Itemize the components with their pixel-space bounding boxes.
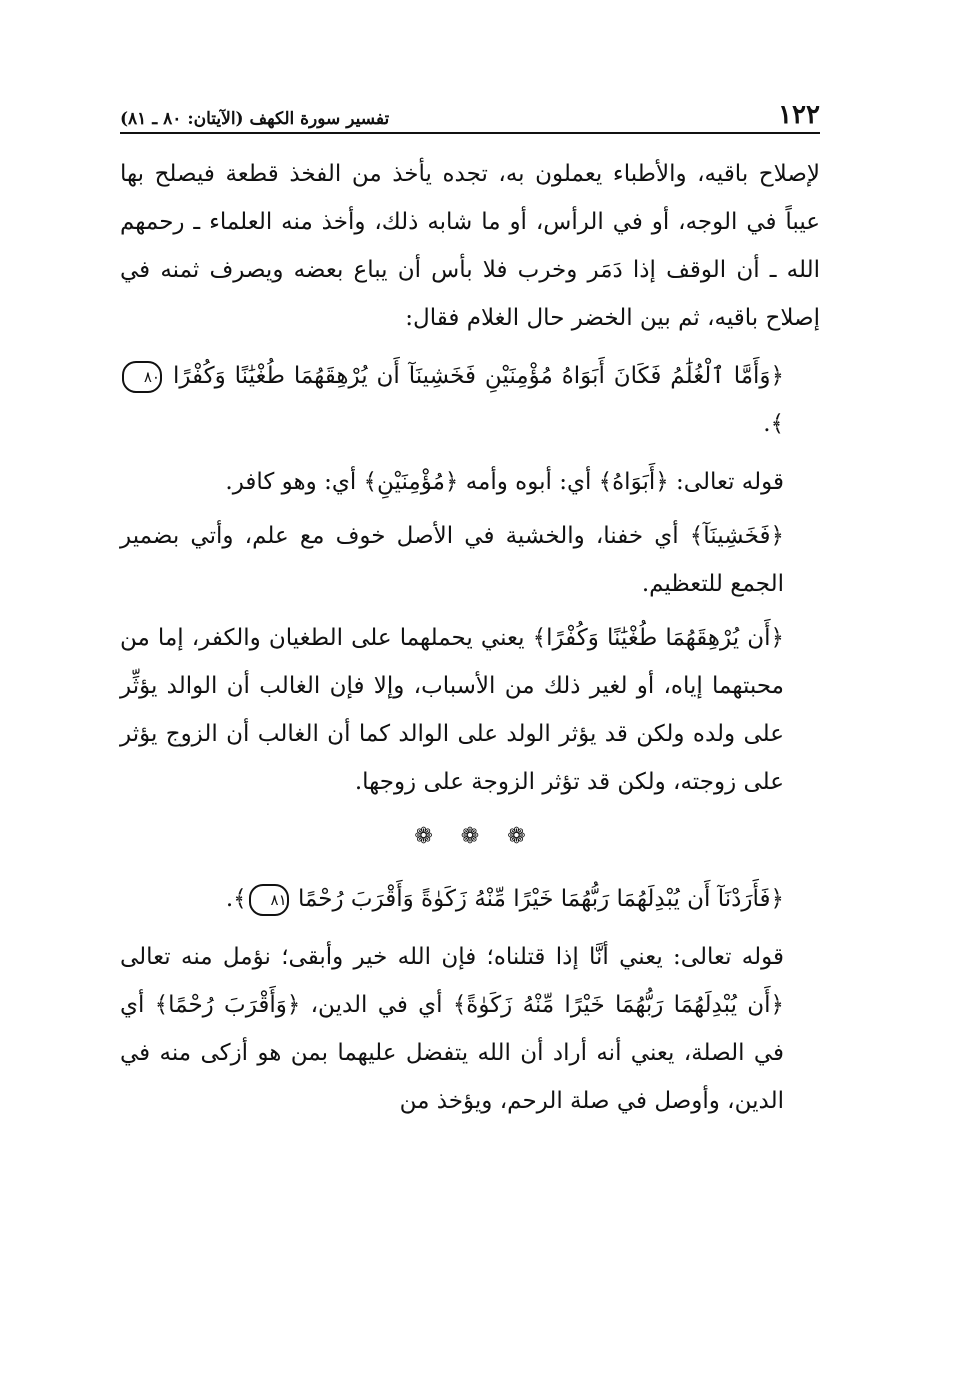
page-body <box>120 150 820 1125</box>
commentary-paragraph: ﴿أَن يُرْهِقَهُمَا طُغْيَٰنًا وَكُفْرًا﴾ يعني يحملهما على الطغيان والكفر، إما من محبتهما إياه، أو لغير ذلك من الأسباب، وإلا فإن الغالب أن الوالد يؤثِّر على ولده ولكن قد يؤثر الولد على الوالد كما أن الغالب أن الزوج يؤثر على زوجته، ولكن قد تؤثر الزوجة على زوجها. <box>120 625 784 795</box>
ayah-number-marker: ٨٠ <box>122 361 162 393</box>
flower-ornament-icon: ❁ <box>460 824 480 849</box>
section-separator <box>120 824 820 849</box>
verse-closing: ﴾. <box>225 886 247 912</box>
verse-closing: ﴾. <box>763 411 784 437</box>
ayah-number-marker: ٨١ <box>249 884 289 916</box>
flower-ornament-icon: ❁ <box>414 824 433 849</box>
quran-verse-81 <box>120 875 820 923</box>
page-number: ١٢٢ <box>778 100 820 130</box>
book-page <box>120 92 820 1332</box>
verse-text: ﴿فَأَرَدْنَآ أَن يُبْدِلَهُمَا رَبُّهُمَا خَيْرًا مِّنْهُ زَكَوٰةً وَأَقْرَبَ رُحْمًا <box>297 886 784 912</box>
quran-verse-80 <box>120 352 820 448</box>
flower-ornament-icon: ❁ <box>507 824 526 849</box>
commentary-paragraph: ﴿فَخَشِينَآ﴾ أي خفنا، والخشية في الأصل خوف مع علم، وأتي بضمير الجمع للتعظيم. <box>120 523 784 597</box>
commentary-paragraph: قوله تعالى: يعني أنَّا إذا قتلناه؛ فإن الله خير وأبقى؛ نؤمل منه تعالى ﴿أَن يُبْدِلَهُمَا رَبُّهُمَا خَيْرًا مِّنْهُ زَكَوٰةً﴾ أي في الدين، ﴿وَأَقْرَبَ رُحْمًا﴾ أي في الصلة، يعني أنه أراد أن الله يتفضل عليهما بمن هو أزكى منه في الدين، وأوصل في صلة الرحم، ويؤخذ من <box>120 944 784 1114</box>
page-header <box>120 92 820 134</box>
verse-text: ﴿وَأَمَّا ٱلْغُلَٰمُ فَكَانَ أَبَوَاهُ مُؤْمِنَيْنِ فَخَشِينَآ أَن يُرْهِقَهُمَا طُغْيَٰنًا وَكُفْرًا <box>172 363 785 389</box>
body-paragraph: لإصلاح باقيه، والأطباء يعملون به، تجده يأخذ من الفخذ قطعة فيصلح بها عيباً في الوجه، أو في الرأس، أو ما شابه ذلك، وأخذ منه العلماء ـ رحمهم الله ـ أن الوقف إذا دَمَر وخرب فلا بأس أن يباع بعضه ويصرف ثمنه في إصلاح باقيه، ثم بين الخضر حال الغلام فقال: <box>120 161 820 331</box>
running-title: تفسير سورة الكهف (الآيتان: ٨٠ ـ ٨١) <box>120 109 390 129</box>
commentary-paragraph: قوله تعالى: ﴿أَبَوَاهُ﴾ أي: أبوه وأمه ﴿مُؤْمِنَيْنِ﴾ أي: وهو كافر. <box>225 469 784 495</box>
